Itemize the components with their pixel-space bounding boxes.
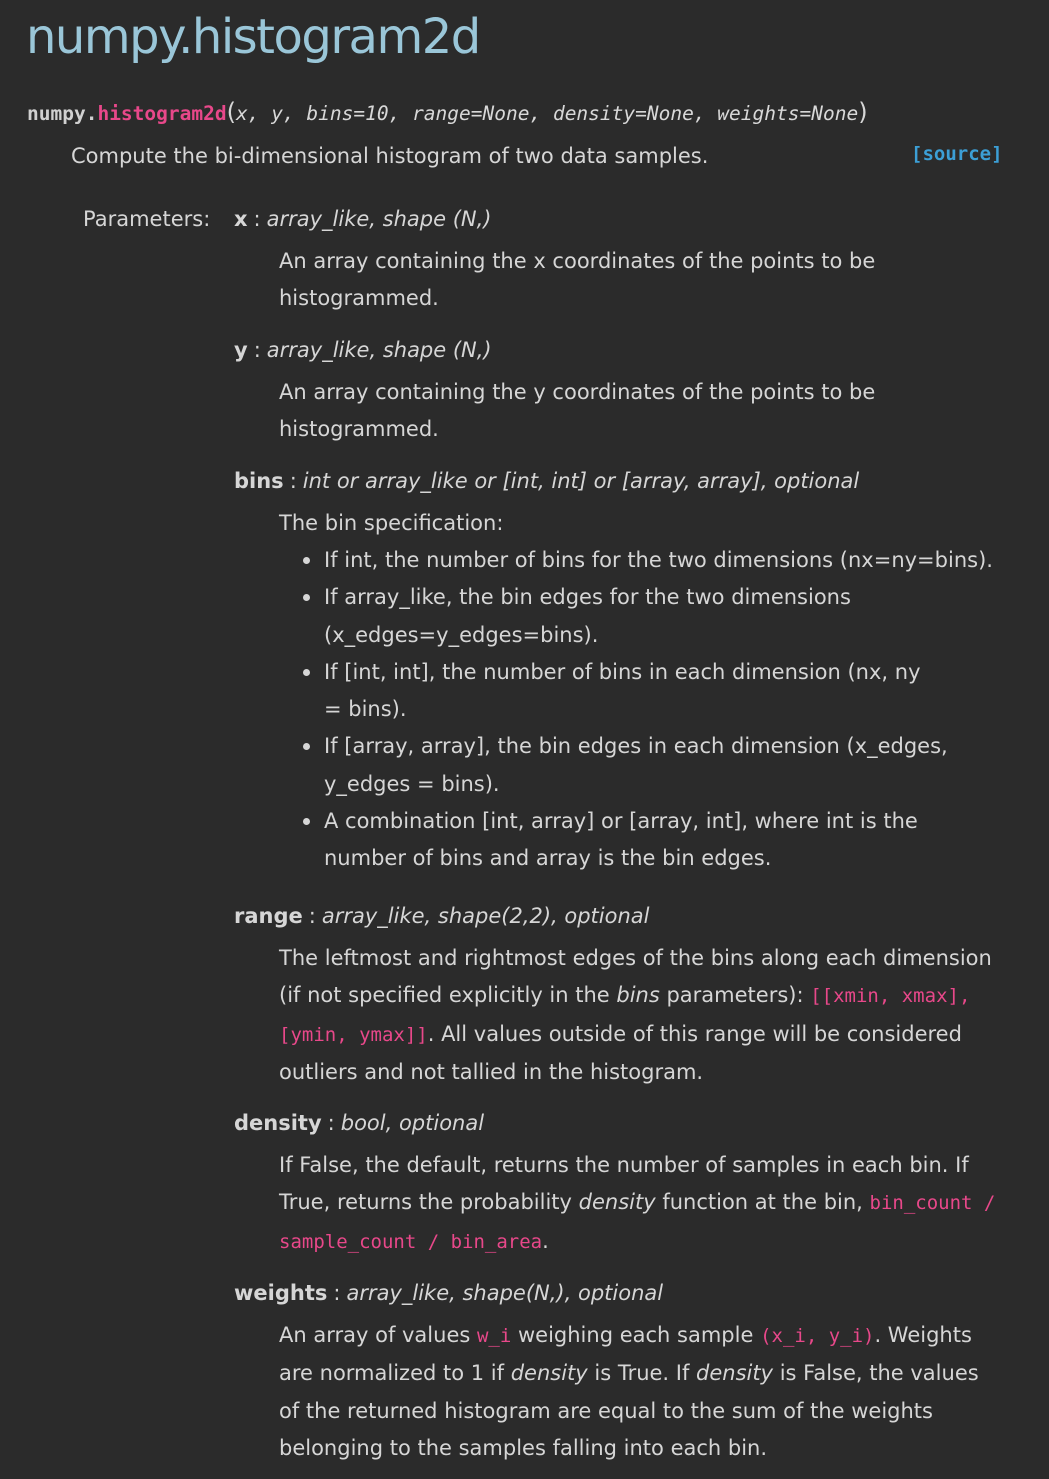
density-desc-text: function at the bin, [655,1190,870,1215]
param-colon: : [308,904,316,928]
param-range-description [279,940,994,1091]
param-density-type: bool, optional [340,1111,485,1135]
range-desc-text: parameters): [659,983,811,1008]
signature-module: numpy. [27,102,98,125]
param-weights-header [234,1277,663,1309]
weights-desc-text: is True. If [587,1361,697,1386]
function-summary: Compute the bi-dimensional histogram of two data samples. [71,144,709,168]
param-y-description: An array containing the y coordinates of the points to be histogrammed. [279,380,876,442]
param-x-description: An array containing the x coordinates of the points to be histogrammed. [279,249,876,311]
list-item: If int, the number of bins for the two dimensions (nx=ny=bins). [324,542,1004,579]
param-density-header [234,1107,484,1139]
param-x-header [234,203,491,235]
param-weights-name: weights [234,1281,328,1305]
page-title: numpy.histogram2d [26,9,480,65]
parameters-label: Parameters: [83,207,211,231]
param-density-description [279,1147,1004,1261]
list-item: If [int, int], the number of bins in each dimension (nx, ny = bins). [324,654,944,729]
param-x-type: array_like, shape (N,) [266,207,492,231]
param-bins-header [234,465,859,497]
weights-desc-text: . Weights are normalized to 1 if [279,1323,972,1386]
weights-desc-text: is False, the values of the returned histogram are equal to the sum of the weights belonging to the samples falling into each bin. [279,1361,979,1460]
list-item: If array_like, the bin edges for the two dimensions (x_edges=y_edges=bins). [324,579,864,654]
weights-desc-code: (x_i, y_i) [760,1325,875,1347]
param-y-type: array_like, shape (N,) [266,338,492,362]
param-colon: : [333,1281,341,1305]
list-item: If [array, array], the bin edges in each dimension (x_edges, y_edges = bins). [324,728,954,803]
signature-open-paren: ( [226,98,236,126]
range-desc-text: The leftmost and rightmost edges of the bins along each dimension (if not specified explicitly in the [279,946,992,1008]
param-range-header [234,900,650,932]
weights-desc-text: weighing each sample [511,1323,761,1347]
param-colon: : [327,1111,335,1135]
density-desc-code: bin_count / sample_count / bin_area [279,1192,996,1253]
density-desc-text: If False, the default, returns the number of samples in each bin. If True, returns the probability [279,1153,969,1215]
param-weights-description [279,1317,1004,1467]
signature-close-paren: ) [858,98,868,126]
signature-params: x, y, bins=10, range=None, density=None, weights=None [235,102,859,125]
weights-desc-text: An array of values [279,1323,477,1347]
list-item: A combination [int, array] or [array, int], where int is the number of bins and array is the bin edges. [324,803,924,878]
param-range-name: range [234,904,303,928]
param-bins-description: The bin specification: [279,511,504,535]
param-bins-name: bins [234,469,284,493]
param-weights-type: array_like, shape(N,), optional [346,1281,664,1305]
density-desc-emphasis: density [578,1190,656,1215]
source-link[interactable]: [source] [911,143,1003,165]
param-y-header [234,334,492,366]
function-signature [27,97,868,129]
density-desc-text: . [542,1228,549,1253]
range-desc-emphasis: bins [616,983,660,1008]
param-range-type: array_like, shape(2,2), optional [321,904,650,928]
param-y-name: y [234,338,248,362]
param-colon: : [253,207,261,231]
weights-desc-emphasis: density [510,1361,588,1386]
bins-options-list [324,542,1004,878]
param-density-name: density [234,1111,322,1135]
param-x-name: x [234,207,248,231]
param-bins-type: int or array_like or [int, int] or [array, array], optional [302,469,860,493]
range-desc-text: . All values outside of this range will be considered outliers and not tallied in the histogram. [279,1021,962,1084]
param-colon: : [253,338,261,362]
weights-desc-emphasis: density [696,1361,774,1386]
weights-desc-code: w_i [476,1325,512,1347]
param-colon: : [289,469,297,493]
signature-function-name: histogram2d [97,102,227,125]
range-desc-code: [[xmin, xmax], [ymin, ymax]] [279,985,971,1046]
